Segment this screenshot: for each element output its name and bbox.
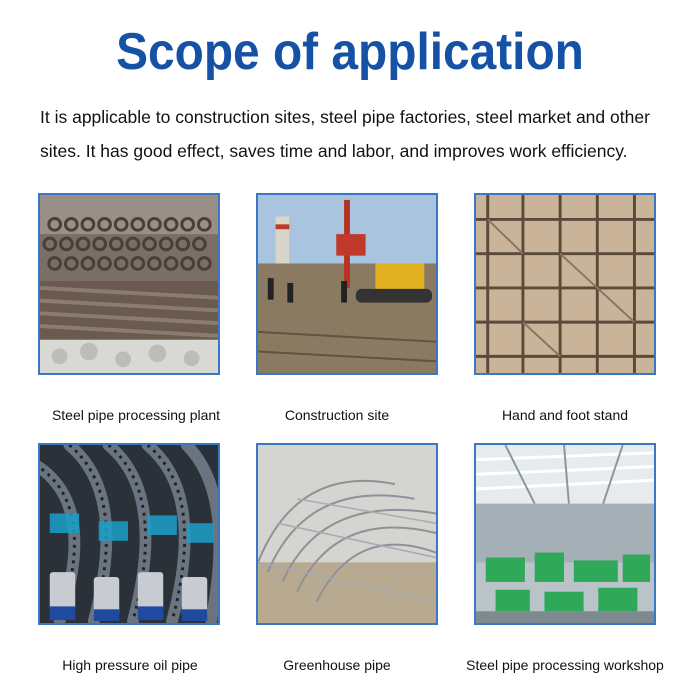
caption-steel-pipe-plant: Steel pipe processing plant — [51, 407, 221, 423]
photo-construction-site — [256, 193, 438, 375]
description — [40, 100, 670, 168]
description-line-2: sites. It has good effect, saves time and labor, and improves work efficiency. — [40, 141, 628, 161]
photo-workshop — [474, 443, 656, 625]
pipe-stack-photo-icon — [40, 195, 218, 373]
caption-construction-site: Construction site — [284, 407, 390, 423]
caption-scaffold: Hand and foot stand — [501, 407, 629, 423]
page-title: Scope of application — [116, 23, 584, 81]
scaffold-photo-icon — [476, 195, 654, 373]
caption-greenhouse: Greenhouse pipe — [283, 657, 391, 673]
photo-greenhouse — [256, 443, 438, 625]
caption-oil-pipe: High pressure oil pipe — [62, 657, 198, 673]
workshop-photo-icon — [476, 445, 654, 623]
hose-photo-icon — [40, 445, 218, 623]
photo-steel-pipe-plant — [38, 193, 220, 375]
construction-site-photo-icon — [258, 195, 436, 373]
photo-scaffold — [474, 193, 656, 375]
greenhouse-photo-icon — [258, 445, 436, 623]
caption-workshop: Steel pipe processing workshop — [466, 657, 664, 673]
description-line-1: It is applicable to construction sites, steel pipe factories, steel market and other — [40, 107, 650, 127]
photo-oil-pipe — [38, 443, 220, 625]
